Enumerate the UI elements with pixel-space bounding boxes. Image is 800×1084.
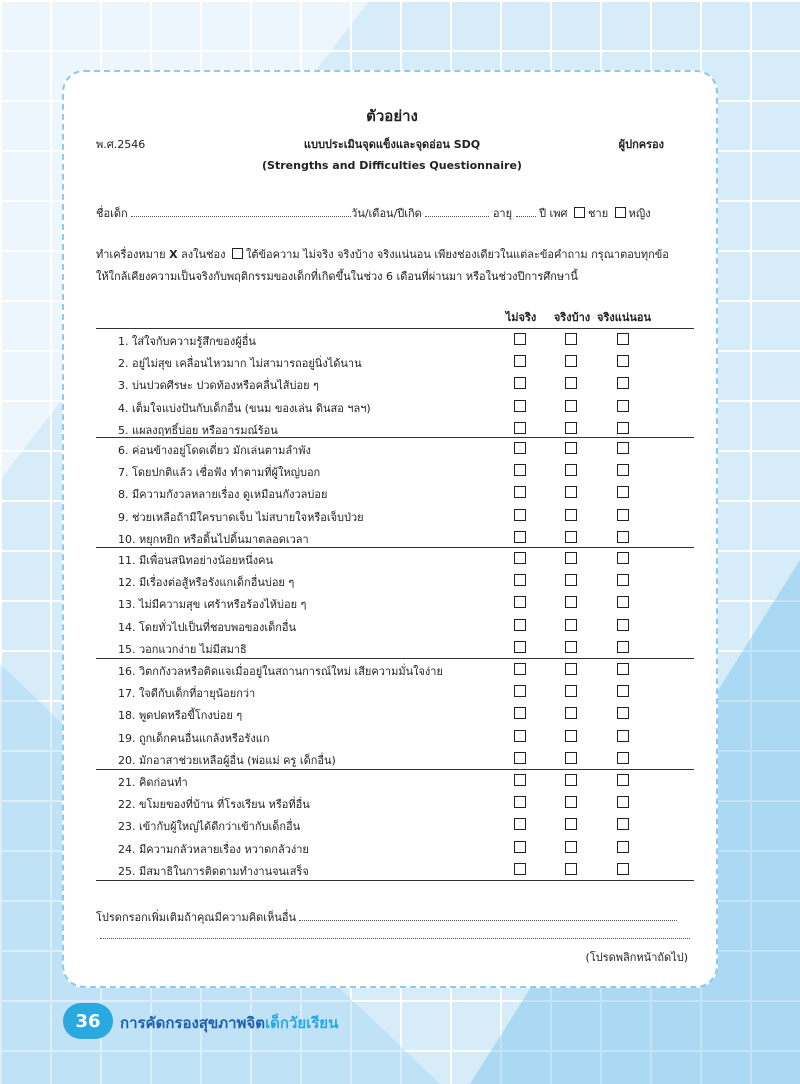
turn-page-note: (โปรดพลิกหน้าถัดไป) [585,951,688,964]
not-true-checkbox[interactable] [514,663,526,675]
certainly-true-checkbox[interactable] [617,685,629,697]
running-title-highlight: เด็กวัยเรียน [264,1014,339,1032]
somewhat-true-checkbox[interactable] [565,796,577,808]
somewhat-true-checkbox[interactable] [565,355,577,367]
certainly-true-checkbox[interactable] [617,509,629,521]
instruction-checkbox-icon [232,248,243,259]
somewhat-true-checkbox[interactable] [565,442,577,454]
somewhat-true-checkbox[interactable] [565,574,577,586]
item-text: 17. ใจดีกับเด็กที่อายุน้อยกว่า [118,687,256,701]
item-text: 21. คิดก่อนทำ [118,776,188,789]
age-label: อายุ [492,207,513,220]
certainly-true-checkbox[interactable] [617,774,629,786]
item-text: 25. มีสมาธิในการติดตามทำงานจนเสร็จ [118,864,309,878]
questionnaire-card [62,70,718,988]
somewhat-true-checkbox[interactable] [565,400,577,412]
instruction-text: ทำเครื่องหมาย [96,248,166,261]
not-true-checkbox[interactable] [514,552,526,564]
item-text: 15. วอกแวกง่าย ไม่มีสมาธิ [118,642,247,656]
female-checkbox[interactable] [615,207,626,218]
male-checkbox[interactable] [574,207,585,218]
year-code: พ.ศ.2546 [96,138,146,151]
certainly-true-checkbox[interactable] [617,422,629,434]
not-true-checkbox[interactable] [514,464,526,476]
item-text: 18. พูดปดหรือขี้โกงบ่อย ๆ [118,709,243,723]
male-label: ชาย [588,207,609,220]
item-text: 6. ค่อนข้างอยู่โดดเดี่ยว มักเล่นตามลำพัง [118,444,311,457]
sample-label: ตัวอย่าง [366,107,418,125]
item-text: 4. เต็มใจแบ่งปันกับเด็กอื่น (ขนม ของเล่น ดินสอ ฯลฯ) [118,401,371,415]
somewhat-true-checkbox[interactable] [565,531,577,543]
not-true-checkbox[interactable] [514,752,526,764]
item-text: 2. อยู่ไม่สุข เคลื่อนไหวมาก ไม่สามารถอยู่นิ่งได้นาน [118,357,362,371]
certainly-true-checkbox[interactable] [617,531,629,543]
sex-label: เพศ [549,207,568,220]
not-true-checkbox[interactable] [514,841,526,853]
name-label: ชื่อเด็ก [96,207,128,220]
column-header-somewhat-true: จริงบ้าง [553,311,591,324]
item-text: 11. มีเพื่อนสนิทอย่างน้อยหนึ่งคน [118,554,274,567]
section-divider [96,437,694,438]
somewhat-true-checkbox[interactable] [565,663,577,675]
item-text: 8. มีความกังวลหลายเรื่อง ดูเหมือนกังวลบ่อย [118,488,328,502]
instruction-text: ใต้ข้อความ ไม่จริง จริงบ้าง จริงแน่นอน เพียงช่องเดียวในแต่ละข้อคำถาม กรุณาตอบทุกข้อ [246,248,669,261]
item-text: 19. ถูกเด็กคนอื่นแกล้งหรือรังแก [118,731,270,745]
somewhat-true-checkbox[interactable] [565,422,577,434]
somewhat-true-checkbox[interactable] [565,641,577,653]
child-info-row [96,204,651,222]
somewhat-true-checkbox[interactable] [565,552,577,564]
not-true-checkbox[interactable] [514,333,526,345]
not-true-checkbox[interactable] [514,707,526,719]
certainly-true-checkbox[interactable] [617,464,629,476]
female-label: หญิง [628,207,651,220]
not-true-checkbox[interactable] [514,818,526,830]
extra-comments-field[interactable] [299,910,677,921]
item-text: 13. ไม่มีความสุข เศร้าหรือร้องไห้บ่อย ๆ [118,598,307,612]
not-true-checkbox[interactable] [514,486,526,498]
section-divider [96,769,694,770]
not-true-checkbox[interactable] [514,619,526,631]
somewhat-true-checkbox[interactable] [565,377,577,389]
somewhat-true-checkbox[interactable] [565,486,577,498]
certainly-true-checkbox[interactable] [617,442,629,454]
item-text: 24. มีความกลัวหลายเรื่อง หวาดกลัวง่าย [118,842,309,856]
item-text: 12. มีเรื่องต่อสู้หรือรังแกเด็กอื่นบ่อย ๆ [118,576,295,590]
certainly-true-checkbox[interactable] [617,377,629,389]
item-text: 5. แผลงฤทธิ์บ่อย หรืออารมณ์ร้อน [118,423,278,437]
instruction-text: ลงในช่อง [181,248,226,261]
dob-label: วัน/เดือน/ปีเกิด [351,207,422,220]
certainly-true-checkbox[interactable] [617,333,629,345]
section-divider [96,328,694,329]
not-true-checkbox[interactable] [514,442,526,454]
item-text: 16. วิตกกังวลหรือติดแจเมื่ออยู่ในสถานการณ์ใหม่ เสียความมั่นใจง่าย [118,665,443,678]
not-true-checkbox[interactable] [514,774,526,786]
running-title-main: การคัดกรองสุขภาพจิต [120,1014,265,1032]
item-text: 3. บ่นปวดศีรษะ ปวดท้องหรือคลื่นไส้บ่อย ๆ [118,379,319,393]
somewhat-true-checkbox[interactable] [565,685,577,697]
certainly-true-checkbox[interactable] [617,552,629,564]
somewhat-true-checkbox[interactable] [565,596,577,608]
instruction-mark: X [169,248,178,261]
instruction-line-2: ให้ใกล้เคียงความเป็นจริงกับพฤติกรรมของเด็กที่เกิดขึ้นในช่วง 6 เดือนที่ผ่านมา หรือในช่วงปีการศึกษานี้ [96,270,578,283]
certainly-true-checkbox[interactable] [617,730,629,742]
section-divider [96,547,694,548]
not-true-checkbox[interactable] [514,509,526,521]
year-unit: ปี [539,207,547,220]
column-header-not-true: ไม่จริง [505,311,537,324]
certainly-true-checkbox[interactable] [617,707,629,719]
not-true-checkbox[interactable] [514,355,526,367]
not-true-checkbox[interactable] [514,531,526,543]
item-text: 23. เข้ากับผู้ใหญ่ได้ดีกว่าเข้ากับเด็กอื่น [118,820,301,834]
somewhat-true-checkbox[interactable] [565,619,577,631]
certainly-true-checkbox[interactable] [617,752,629,764]
not-true-checkbox[interactable] [514,730,526,742]
item-text: 7. โดยปกติแล้ว เชื่อฟัง ทำตามที่ผู้ใหญ่บอก [118,466,321,480]
certainly-true-checkbox[interactable] [617,841,629,853]
somewhat-true-checkbox[interactable] [565,818,577,830]
certainly-true-checkbox[interactable] [617,355,629,367]
somewhat-true-checkbox[interactable] [565,730,577,742]
running-title [120,1011,338,1035]
item-text: 20. มักอาสาช่วยเหลือผู้อื่น (พ่อแม่ ครู เด็กอื่น) [118,753,336,767]
item-text: 1. ใส่ใจกับความรู้สึกของผู้อื่น [118,335,256,348]
item-text: 10. หยุกหยิก หรือดิ้นไปดิ้นมาตลอดเวลา [118,532,309,546]
extra-comments-line[interactable] [100,938,690,939]
somewhat-true-checkbox[interactable] [565,333,577,345]
not-true-checkbox[interactable] [514,422,526,434]
instructions [96,244,669,288]
certainly-true-checkbox[interactable] [617,400,629,412]
somewhat-true-checkbox[interactable] [565,752,577,764]
certainly-true-checkbox[interactable] [617,796,629,808]
respondent-label: ผู้ปกครอง [618,138,664,151]
extra-comments-row [96,908,677,926]
section-divider [96,880,694,881]
dob-field[interactable] [425,206,489,217]
certainly-true-checkbox[interactable] [617,863,629,875]
extra-comments-label: โปรดกรอกเพิ่มเติมถ้าคุณมีความคิดเห็นอื่น [96,911,296,924]
certainly-true-checkbox[interactable] [617,663,629,675]
somewhat-true-checkbox[interactable] [565,841,577,853]
not-true-checkbox[interactable] [514,596,526,608]
page-number: 36 [63,1003,113,1039]
item-text: 14. โดยทั่วไปเป็นที่ชอบพอของเด็กอื่น [118,620,297,634]
certainly-true-checkbox[interactable] [617,641,629,653]
column-header-certainly-true: จริงแน่นอน [597,311,651,324]
section-divider [96,658,694,659]
not-true-checkbox[interactable] [514,863,526,875]
age-field[interactable] [516,206,536,217]
item-text: 22. ขโมยของที่บ้าน ที่โรงเรียน หรือที่อื่น [118,798,310,812]
not-true-checkbox[interactable] [514,377,526,389]
somewhat-true-checkbox[interactable] [565,863,577,875]
certainly-true-checkbox[interactable] [617,486,629,498]
certainly-true-checkbox[interactable] [617,818,629,830]
certainly-true-checkbox[interactable] [617,619,629,631]
form-title: แบบประเมินจุดแข็งและจุดอ่อน SDQ [303,138,481,151]
item-text: 9. ช่วยเหลือถ้ามีใครบาดเจ็บ ไม่สบายใจหรือเจ็บป่วย [118,510,364,524]
somewhat-true-checkbox[interactable] [565,707,577,719]
not-true-checkbox[interactable] [514,400,526,412]
certainly-true-checkbox[interactable] [617,574,629,586]
certainly-true-checkbox[interactable] [617,596,629,608]
not-true-checkbox[interactable] [514,641,526,653]
not-true-checkbox[interactable] [514,796,526,808]
not-true-checkbox[interactable] [514,685,526,697]
not-true-checkbox[interactable] [514,574,526,586]
name-field[interactable] [131,206,351,217]
somewhat-true-checkbox[interactable] [565,464,577,476]
form-subtitle: (Strengths and Difficulties Questionnaire) [262,159,522,172]
somewhat-true-checkbox[interactable] [565,774,577,786]
somewhat-true-checkbox[interactable] [565,509,577,521]
